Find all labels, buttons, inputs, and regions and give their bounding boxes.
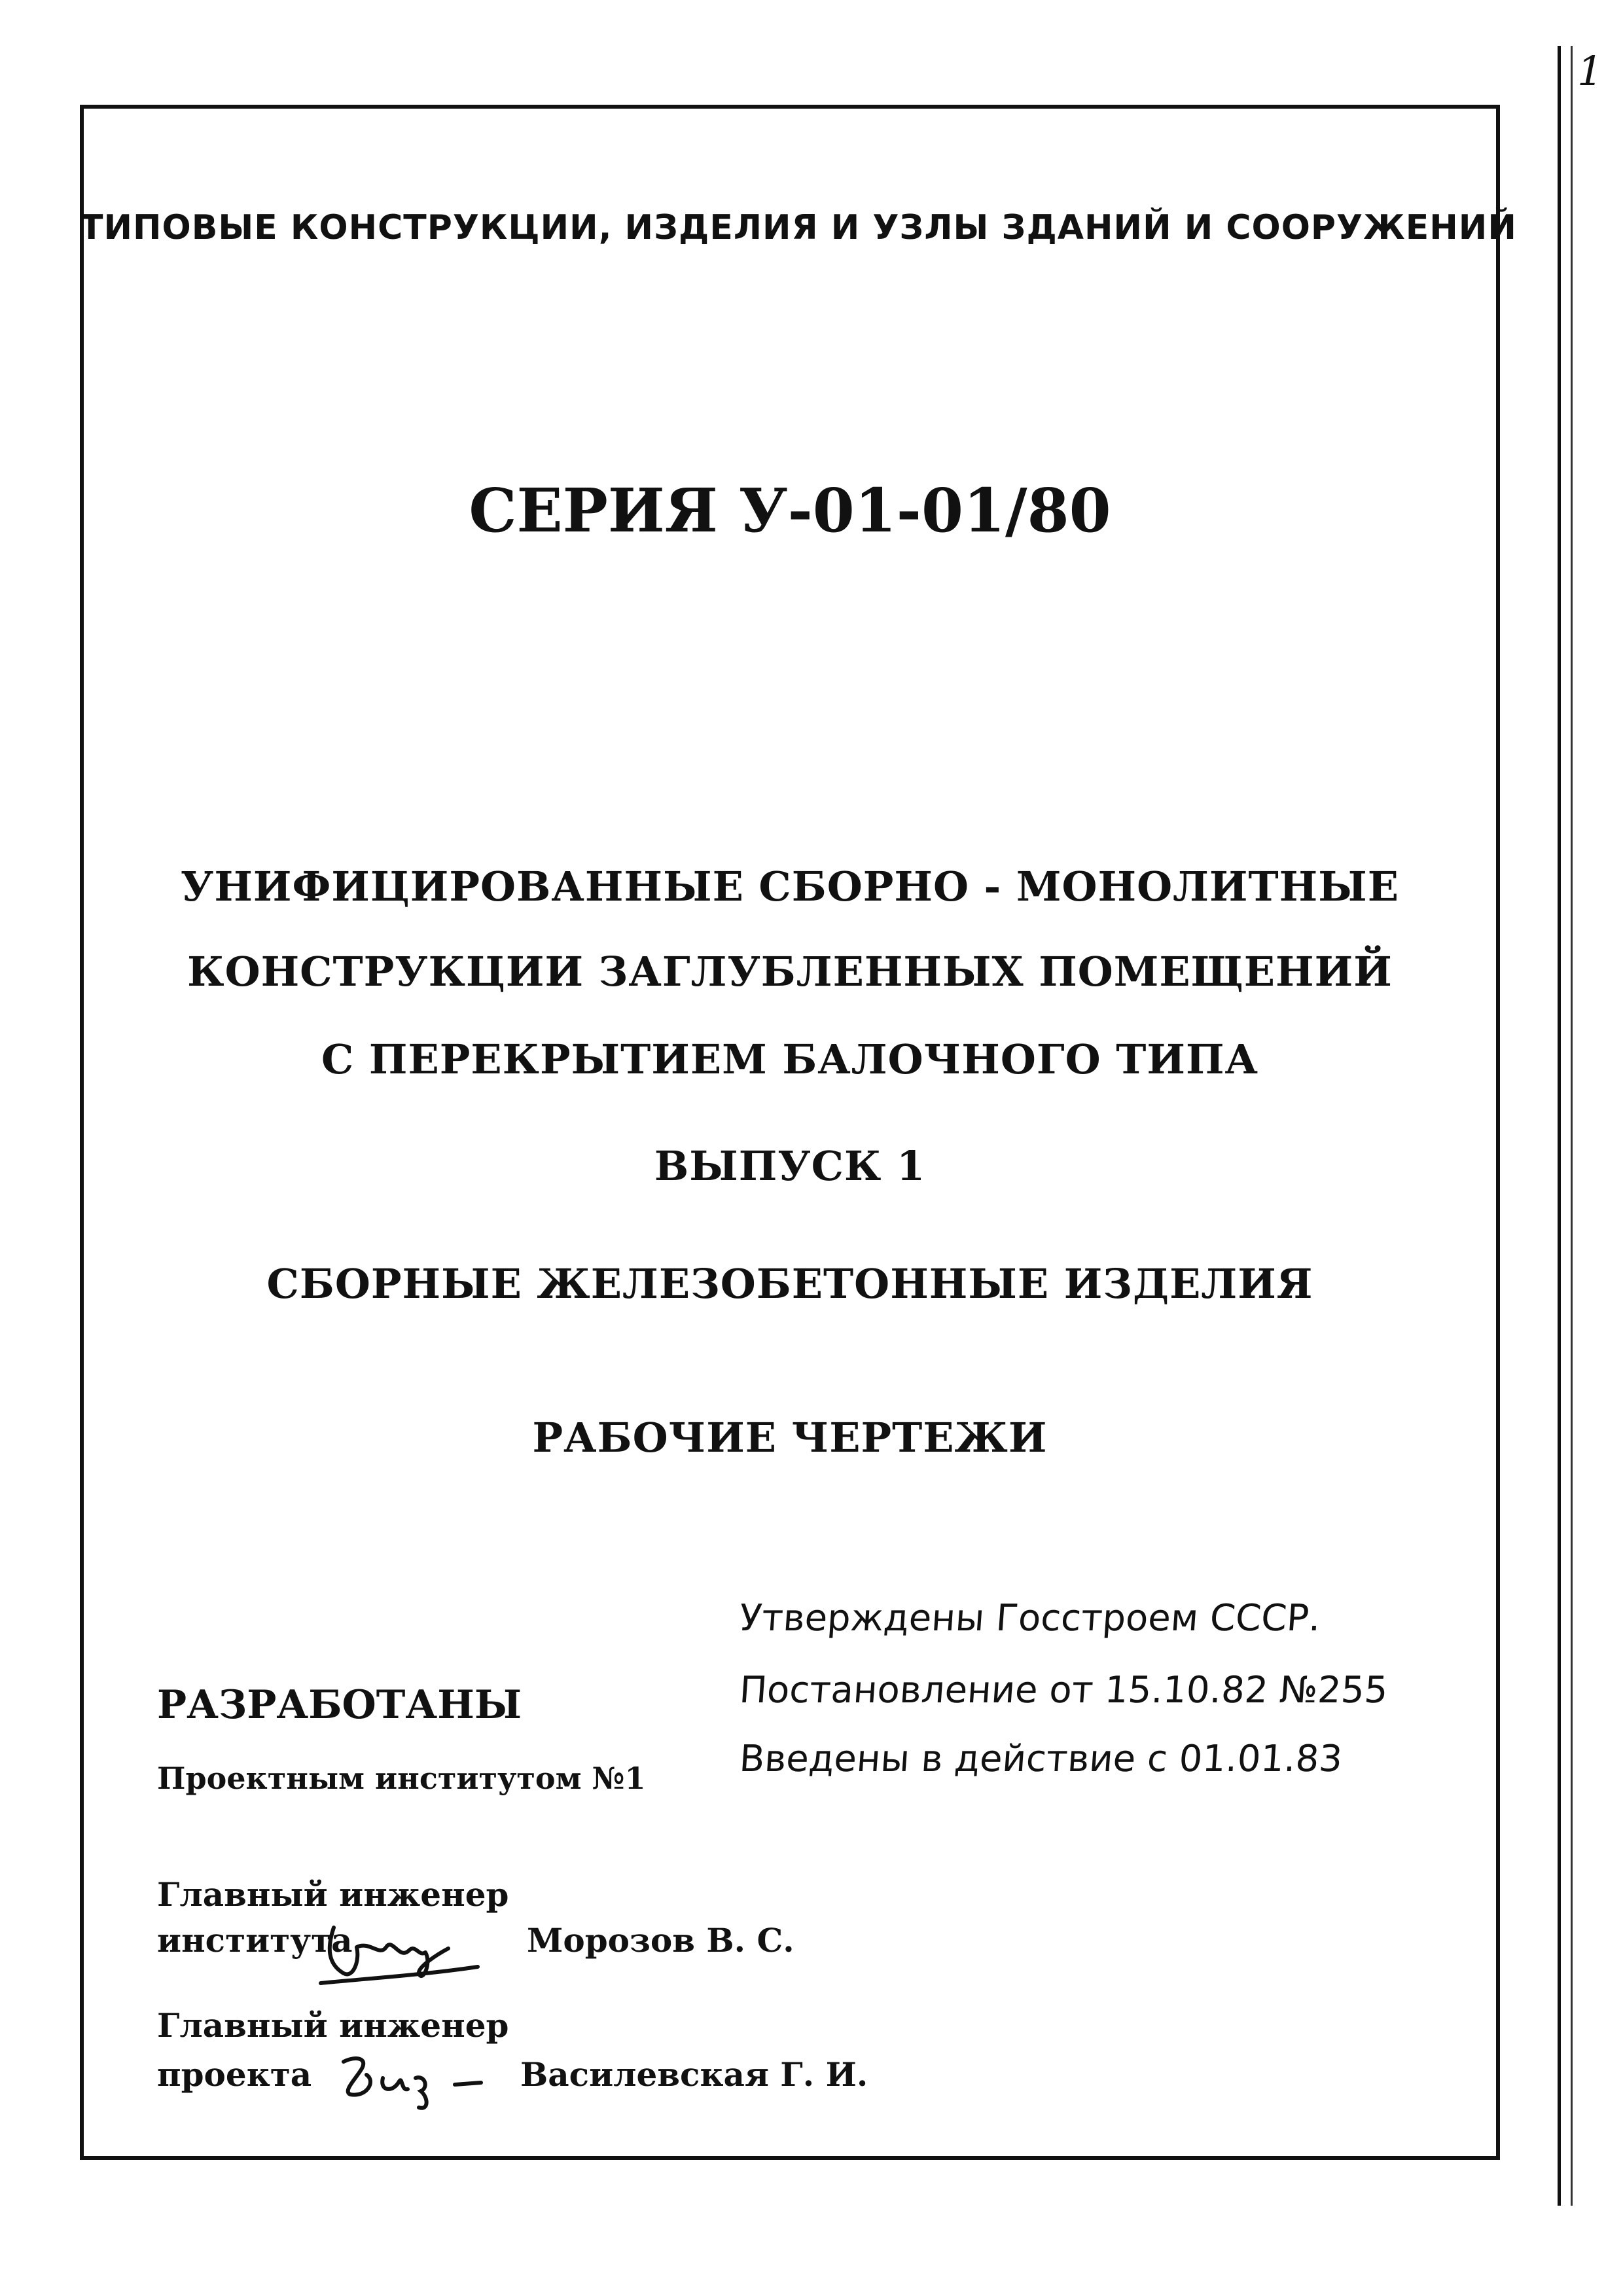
title-line-3: С ПЕРЕКРЫТИЕМ БАЛОЧНОГО ТИПА — [321, 1035, 1258, 1083]
chief-engineer-institute-title: Главный инженер — [157, 1875, 509, 1914]
signature-vasilevskaya — [330, 2042, 501, 2114]
issue-label: ВЫПУСК 1 — [654, 1142, 926, 1190]
subject-title: СБОРНЫЕ ЖЕЛЕЗОБЕТОННЫЕ ИЗДЕЛИЯ — [266, 1260, 1313, 1308]
chief-engineer-project-subtitle: проекта — [157, 2055, 312, 2094]
page-frame — [80, 105, 1517, 2160]
binding-rule — [1558, 46, 1561, 2206]
document-type: РАБОЧИЕ ЧЕРТЕЖИ — [532, 1414, 1048, 1462]
title-line-2: КОНСТРУКЦИИ ЗАГЛУБЛЕННЫХ ПОМЕЩЕНИЙ — [187, 948, 1393, 996]
chief-engineer-project-name: Василевская Г. И. — [520, 2055, 868, 2094]
title-line-1: УНИФИЦИРОВАННЫЕ СБОРНО - МОНОЛИТНЫЕ — [181, 863, 1399, 910]
developer-organization: Проектным институтом №1 — [157, 1761, 646, 1796]
binding-rule-inner — [1571, 46, 1573, 2206]
page-number: 1 — [1577, 47, 1603, 95]
chief-engineer-institute-subtitle: института — [157, 1921, 353, 1960]
approval-line-3: Введены в действие с 01.01.83 — [738, 1738, 1344, 1780]
approval-line-1: Утверждены Госстроем СССР. — [738, 1597, 1323, 1640]
signature-morozov — [308, 1901, 510, 1993]
chief-engineer-institute-name: Морозов В. С. — [527, 1921, 794, 1960]
chief-engineer-project-title: Главный инженер — [157, 2006, 509, 2045]
developer-heading: РАЗРАБОТАНЫ — [157, 1682, 522, 1728]
approval-line-2: Постановление от 15.10.82 №255 — [738, 1669, 1389, 1712]
series-label: СЕРИЯ У-01-01/80 — [469, 475, 1111, 546]
collection-title: ТИПОВЫЕ КОНСТРУКЦИИ, ИЗДЕЛИЯ И УЗЛЫ ЗДАНИЙ И СООРУЖЕНИЙ — [80, 208, 1517, 247]
